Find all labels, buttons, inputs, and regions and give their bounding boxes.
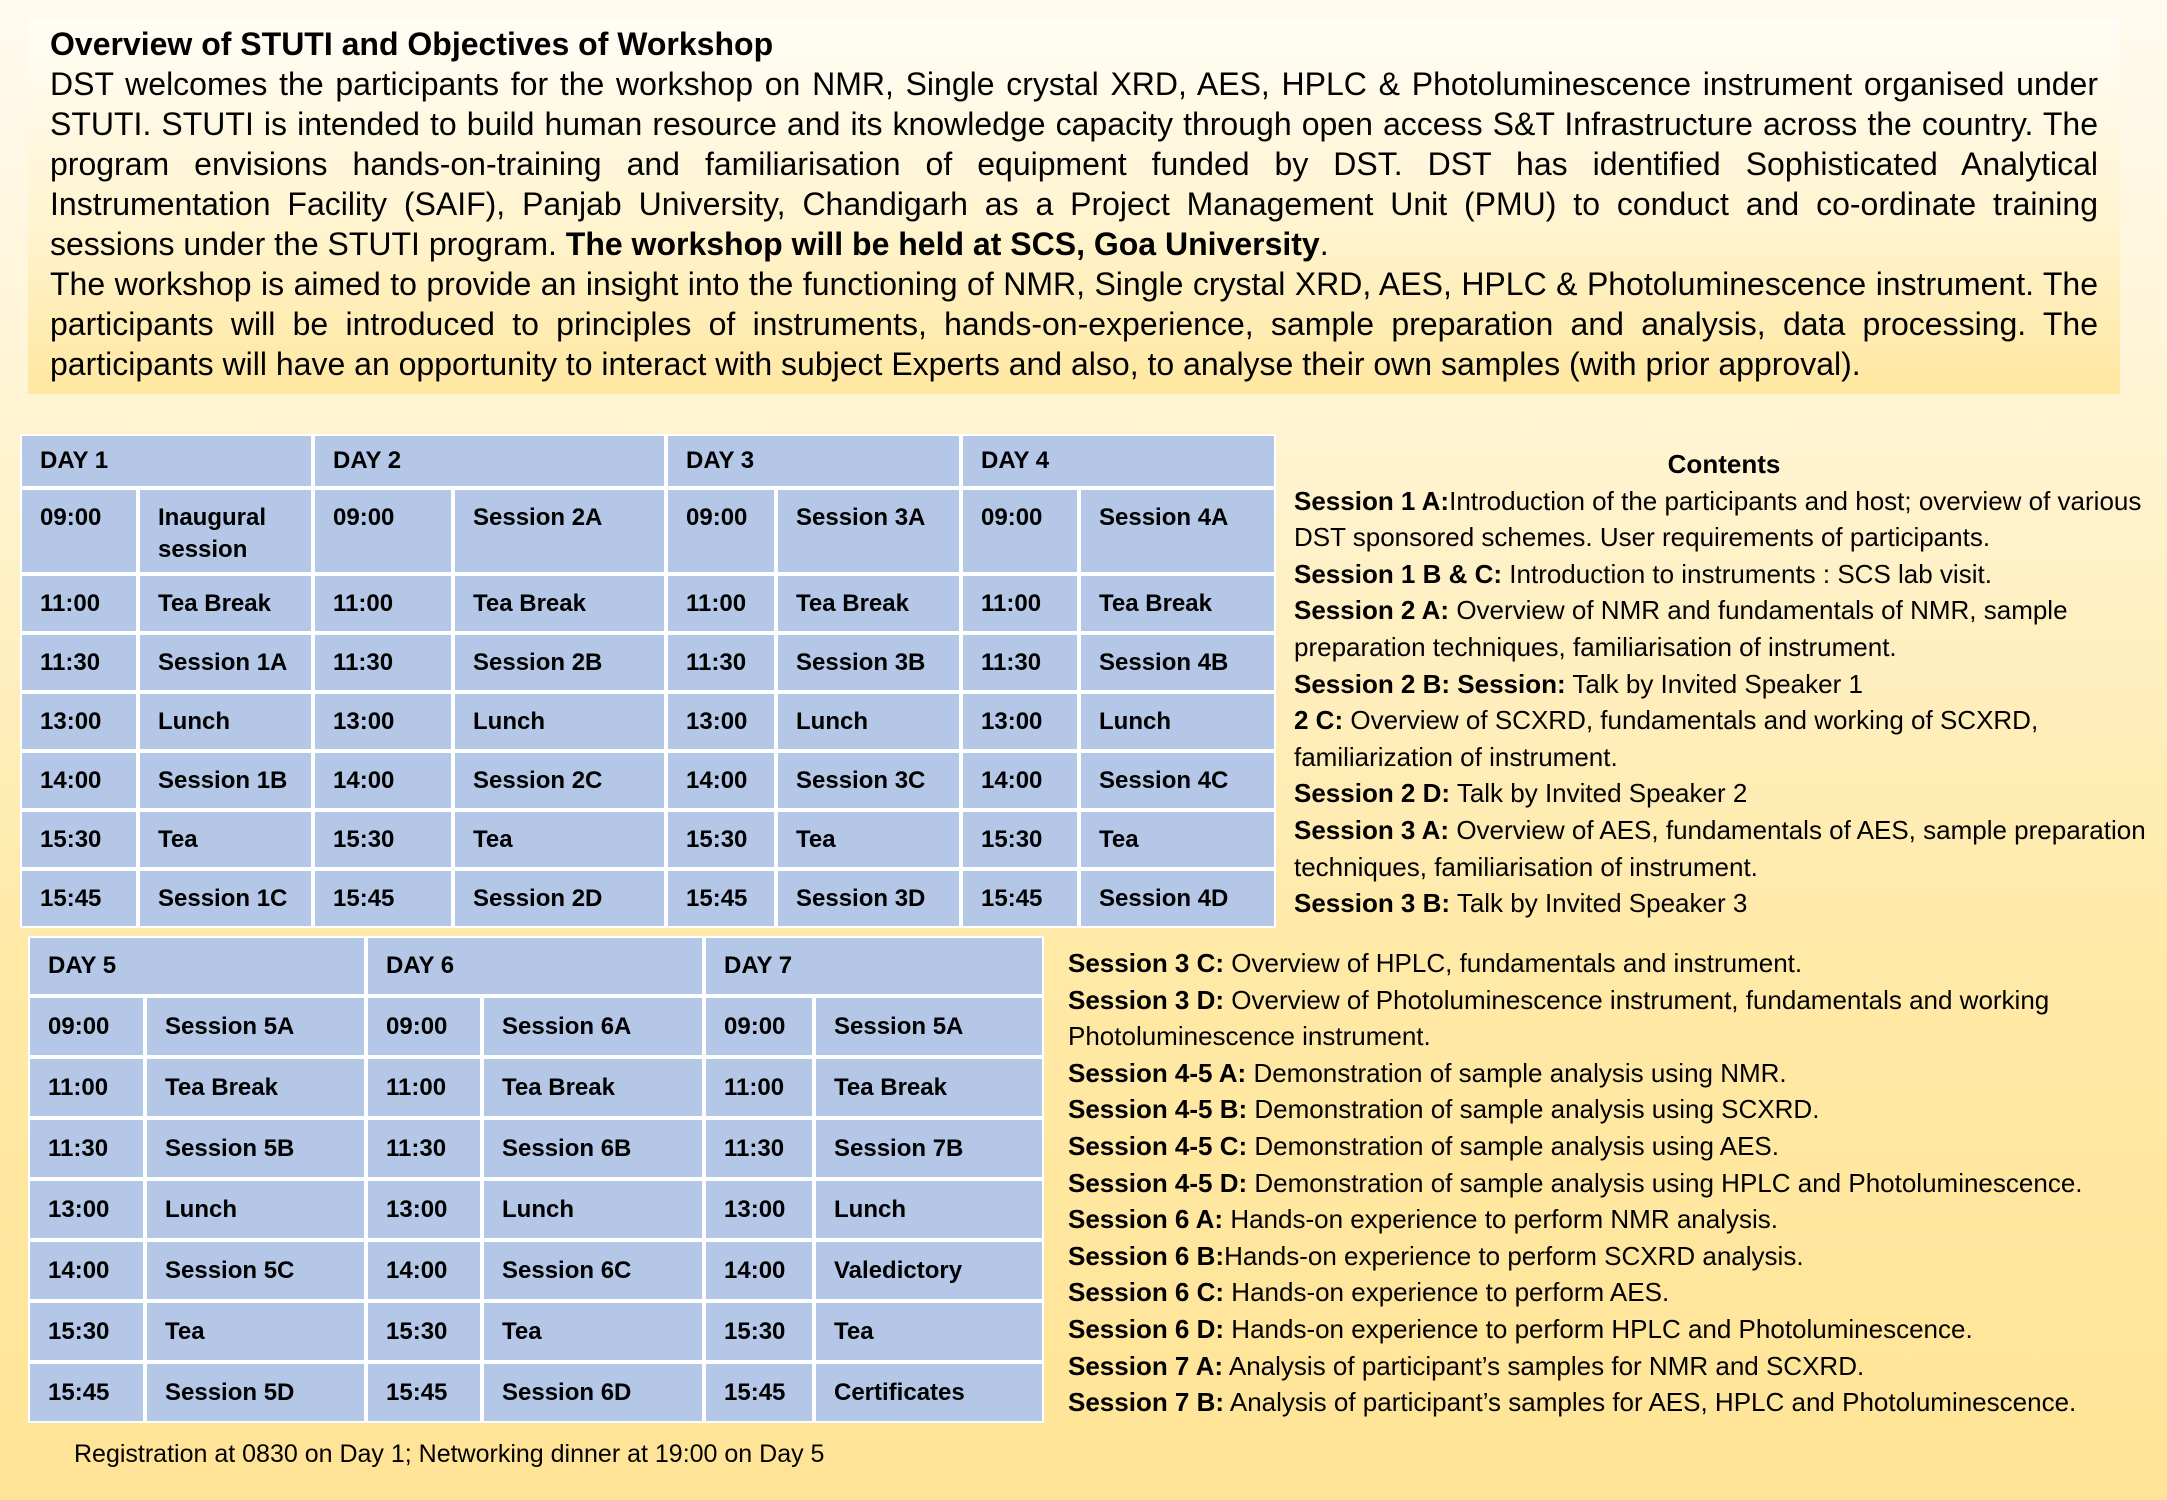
schedule-row: [28, 1240, 1044, 1301]
session-cell: Lunch: [1079, 692, 1276, 751]
session-cell: Tea Break: [138, 574, 313, 633]
contents-item-label: Session 1 A:: [1294, 485, 1450, 516]
time-cell: 15:30: [704, 1301, 814, 1362]
session-cell: Session 2D: [453, 869, 666, 928]
contents-item-label: Session 7 B:: [1068, 1387, 1225, 1418]
contents-item-label: Session 3 A:: [1294, 814, 1450, 845]
contents-title: Contents: [1667, 449, 1781, 479]
overview-venue: The workshop will be held at SCS, Goa University: [565, 226, 1320, 262]
contents-item: [1068, 1128, 2158, 1165]
schedule-row: [20, 692, 1276, 751]
contents-item: [1068, 945, 2158, 982]
time-cell: 09:00: [313, 488, 453, 574]
time-cell: 14:00: [961, 751, 1079, 810]
session-cell: Lunch: [453, 692, 666, 751]
schedule-row: [28, 996, 1044, 1057]
time-cell: 11:00: [666, 574, 776, 633]
contents-item: [1068, 982, 2158, 1055]
contents-item-text: Introduction to instruments : SCS lab visit.: [1502, 558, 1992, 589]
session-cell: Tea Break: [1079, 574, 1276, 633]
time-cell: 15:30: [666, 810, 776, 869]
schedule-row: [28, 1118, 1044, 1179]
time-cell: 13:00: [366, 1179, 482, 1240]
day-7-header: DAY 7: [704, 936, 1044, 996]
session-cell: Session 6C: [482, 1240, 704, 1301]
contents-item: [1294, 702, 2154, 775]
schedule-row: [28, 1057, 1044, 1118]
contents-item-text: Demonstration of sample analysis using SCXRD.: [1247, 1094, 1820, 1125]
time-cell: 15:30: [20, 810, 138, 869]
contents-item: [1068, 1201, 2158, 1238]
contents-item: [1294, 885, 2154, 922]
session-cell: Certificates: [814, 1362, 1044, 1423]
contents-item-label: Session 3 B:: [1294, 888, 1451, 919]
session-cell: Session 3A: [776, 488, 961, 574]
contents-item-label: Session 6 C:: [1068, 1277, 1225, 1308]
time-cell: 15:45: [28, 1362, 145, 1423]
session-cell: Session 6D: [482, 1362, 704, 1423]
session-cell: Session 4B: [1079, 633, 1276, 692]
time-cell: 15:30: [28, 1301, 145, 1362]
contents-item: [1294, 666, 2154, 703]
contents-item: [1068, 1091, 2158, 1128]
session-cell: Session 2A: [453, 488, 666, 574]
contents-item: [1294, 812, 2154, 885]
contents-item-text: Talk by Invited Speaker 3: [1450, 888, 1748, 919]
session-cell: Session 5B: [145, 1118, 366, 1179]
session-cell: Session 3C: [776, 751, 961, 810]
contents-item-text: Hands-on experience to perform NMR analysis.: [1223, 1204, 1778, 1235]
time-cell: 15:45: [704, 1362, 814, 1423]
schedule-row: [28, 1362, 1044, 1423]
session-cell: Lunch: [814, 1179, 1044, 1240]
time-cell: 15:45: [961, 869, 1079, 928]
contents-item-text: Talk by Invited Speaker 2: [1450, 778, 1748, 809]
time-cell: 09:00: [366, 996, 482, 1057]
overview-title: Overview of STUTI and Objectives of Workshop: [50, 26, 774, 62]
time-cell: 11:30: [313, 633, 453, 692]
session-cell: Session 6A: [482, 996, 704, 1057]
time-cell: 11:30: [28, 1118, 145, 1179]
session-cell: Tea Break: [776, 574, 961, 633]
overview-para1-end: .: [1319, 226, 1329, 262]
session-cell: Session 4C: [1079, 751, 1276, 810]
schedule-row: [20, 869, 1276, 928]
time-cell: 13:00: [313, 692, 453, 751]
contents-item-label: Session 4-5 A:: [1068, 1057, 1247, 1088]
session-cell: Session 6B: [482, 1118, 704, 1179]
time-cell: 09:00: [704, 996, 814, 1057]
contents-item: [1068, 1055, 2158, 1092]
session-cell: Session 2C: [453, 751, 666, 810]
contents-item-label: Session 6 B:: [1068, 1240, 1225, 1271]
time-cell: 09:00: [666, 488, 776, 574]
session-cell: Tea Break: [145, 1057, 366, 1118]
schedule-row: [20, 488, 1276, 574]
session-cell: Valedictory: [814, 1240, 1044, 1301]
session-cell: Tea: [145, 1301, 366, 1362]
contents-item: [1068, 1348, 2158, 1385]
session-cell: Session 5C: [145, 1240, 366, 1301]
time-cell: 13:00: [666, 692, 776, 751]
schedule-row: [28, 1179, 1044, 1240]
session-cell: Inaugural session: [138, 488, 313, 574]
day-5-header: DAY 5: [28, 936, 366, 996]
contents-item-text: Overview of AES, fundamentals of AES, sample preparation techniques, familiarisation of instrument.: [1294, 814, 2146, 882]
time-cell: 14:00: [20, 751, 138, 810]
contents-item-text: Talk by Invited Speaker 1: [1565, 668, 1863, 699]
contents-item-label: Session 4-5 D:: [1068, 1167, 1248, 1198]
contents-item-label: Session 3 D:: [1068, 984, 1225, 1015]
day-6-header: DAY 6: [366, 936, 704, 996]
time-cell: 13:00: [704, 1179, 814, 1240]
contents-item-label: Session 6 D:: [1068, 1313, 1225, 1344]
contents-item-text: Hands-on experience to perform SCXRD analysis.: [1224, 1240, 1804, 1271]
time-cell: 14:00: [704, 1240, 814, 1301]
contents-item-text: Overview of HPLC, fundamentals and instrument.: [1224, 948, 1803, 978]
session-cell: Lunch: [145, 1179, 366, 1240]
session-cell: Tea: [814, 1301, 1044, 1362]
session-cell: Session 4D: [1079, 869, 1276, 928]
time-cell: 11:30: [20, 633, 138, 692]
session-cell: Session 5A: [814, 996, 1044, 1057]
time-cell: 11:00: [704, 1057, 814, 1118]
session-cell: Lunch: [776, 692, 961, 751]
schedule-row: [28, 1301, 1044, 1362]
schedule-table-days-5-7: [28, 936, 1044, 1423]
contents-item: [1068, 1165, 2158, 1202]
session-cell: Session 7B: [814, 1118, 1044, 1179]
session-cell: Tea: [1079, 810, 1276, 869]
session-cell: Lunch: [138, 692, 313, 751]
time-cell: 11:30: [666, 633, 776, 692]
session-cell: Tea Break: [814, 1057, 1044, 1118]
contents-item-label: 2 C:: [1294, 705, 1344, 736]
session-cell: Session 3D: [776, 869, 961, 928]
day-2-header: DAY 2: [313, 434, 666, 488]
contents-item: [1294, 592, 2154, 665]
time-cell: 13:00: [28, 1179, 145, 1240]
registration-note: Registration at 0830 on Day 1; Networking dinner at 19:00 on Day 5: [74, 1440, 825, 1468]
overview-paragraph-1: [50, 64, 2098, 264]
contents-item: [1294, 775, 2154, 812]
time-cell: 13:00: [20, 692, 138, 751]
time-cell: 11:00: [28, 1057, 145, 1118]
contents-list-2: [1068, 945, 2158, 1421]
contents-item-text: Analysis of participant’s samples for AES, HPLC and Photoluminescence.: [1224, 1387, 2077, 1418]
session-cell: Session 4A: [1079, 488, 1276, 574]
contents-item-text: Overview of NMR and fundamentals of NMR, sample preparation techniques, familiarisation of instrument.: [1294, 595, 2068, 662]
schedule-row: [20, 574, 1276, 633]
contents-item-label: Session 6 A:: [1068, 1204, 1224, 1235]
contents-item-text: Demonstration of sample analysis using AES.: [1247, 1130, 1779, 1161]
time-cell: 14:00: [28, 1240, 145, 1301]
session-cell: Tea: [482, 1301, 704, 1362]
overview-panel: [28, 20, 2120, 394]
time-cell: 15:30: [366, 1301, 482, 1362]
time-cell: 13:00: [961, 692, 1079, 751]
session-cell: Session 5A: [145, 996, 366, 1057]
contents-item-text: Overview of Photoluminescence instrument, fundamentals and working Photoluminescence instrument.: [1068, 984, 2050, 1052]
day-4-header: DAY 4: [961, 434, 1276, 488]
session-cell: Tea: [776, 810, 961, 869]
session-cell: Session 2B: [453, 633, 666, 692]
contents-item-text: Hands-on experience to perform HPLC and Photoluminescence.: [1224, 1313, 1973, 1344]
contents-list-1: [1294, 446, 2154, 922]
contents-item-label: Session 4-5 C:: [1068, 1130, 1248, 1161]
day-3-header: DAY 3: [666, 434, 961, 488]
time-cell: 15:45: [366, 1362, 482, 1423]
session-cell: Tea Break: [482, 1057, 704, 1118]
contents-item-text: Overview of SCXRD, fundamentals and working of SCXRD, familiarization of instrument.: [1294, 705, 2039, 772]
session-cell: Session 1B: [138, 751, 313, 810]
schedule-row: [20, 751, 1276, 810]
contents-item: [1294, 483, 2154, 556]
contents-item-text: Demonstration of sample analysis using NMR.: [1246, 1057, 1787, 1088]
time-cell: 14:00: [313, 751, 453, 810]
session-cell: Session 5D: [145, 1362, 366, 1423]
overview-paragraph-2: The workshop is aimed to provide an insight into the functioning of NMR, Single crystal XRD, AES, HPLC & Photoluminescence instrument. The participants will be introduced to principles of instruments, hands-on-experience, sample preparation and analysis, data processing. The participants will have an opportunity to interact with subject Experts and also, to analyse their own samples (with prior approval).: [50, 266, 2098, 382]
schedule-row: [20, 633, 1276, 692]
time-cell: 11:30: [366, 1118, 482, 1179]
session-cell: Session 1C: [138, 869, 313, 928]
session-cell: Tea: [138, 810, 313, 869]
session-cell: Session 3B: [776, 633, 961, 692]
session-cell: Lunch: [482, 1179, 704, 1240]
contents-item-label: Session 1 B & C:: [1294, 558, 1503, 589]
time-cell: 11:00: [366, 1057, 482, 1118]
time-cell: 11:00: [20, 574, 138, 633]
contents-item-text: Demonstration of sample analysis using HPLC and Photoluminescence.: [1247, 1167, 2083, 1198]
day-1-header: DAY 1: [20, 434, 313, 488]
time-cell: 11:30: [704, 1118, 814, 1179]
session-cell: Tea Break: [453, 574, 666, 633]
contents-item: [1068, 1384, 2158, 1421]
time-cell: 14:00: [366, 1240, 482, 1301]
contents-item: [1068, 1238, 2158, 1275]
contents-item: [1068, 1274, 2158, 1311]
schedule-row: [20, 810, 1276, 869]
contents-item-label: Session 2 B: Session:: [1294, 668, 1566, 699]
time-cell: 15:30: [313, 810, 453, 869]
time-cell: 15:45: [20, 869, 138, 928]
time-cell: 15:45: [666, 869, 776, 928]
time-cell: 09:00: [28, 996, 145, 1057]
time-cell: 14:00: [666, 751, 776, 810]
time-cell: 15:45: [313, 869, 453, 928]
overview-para1-text: DST welcomes the participants for the workshop on NMR, Single crystal XRD, AES, HPLC & Photoluminescence instrument organised under STUTI. STUTI is intended to build human resource and its knowledge capacity through open access S&T Infrastructure across the country. The program envisions hands-on-training and familiarisation of equipment funded by DST. DST has identified Sophisticated Analytical Instrumentation Facility (SAIF), Panjab University, Chandigarh as a Project Management Unit (PMU) to conduct and co-ordinate training sessions under the STUTI program.: [50, 66, 2098, 262]
time-cell: 09:00: [20, 488, 138, 574]
time-cell: 11:00: [961, 574, 1079, 633]
contents-item-text: Hands-on experience to perform AES.: [1224, 1277, 1670, 1308]
time-cell: 11:30: [961, 633, 1079, 692]
contents-item-text: Introduction of the participants and host; overview of various DST sponsored schemes. User requirements of participants.: [1294, 485, 2142, 553]
contents-item-label: Session 7 A:: [1068, 1350, 1224, 1381]
time-cell: 09:00: [961, 488, 1079, 574]
contents-item: [1068, 1311, 2158, 1348]
schedule-table-days-1-4: [20, 434, 1276, 928]
contents-item-text: Analysis of participant’s samples for NMR and SCXRD.: [1223, 1350, 1865, 1381]
contents-item-label: Session 2 D:: [1294, 778, 1451, 809]
contents-item: [1294, 556, 2154, 593]
session-cell: Session 1A: [138, 633, 313, 692]
contents-item-label: Session 4-5 B:: [1068, 1094, 1248, 1125]
session-cell: Tea: [453, 810, 666, 869]
contents-item-label: Session 2 A:: [1294, 595, 1450, 626]
time-cell: 11:00: [313, 574, 453, 633]
time-cell: 15:30: [961, 810, 1079, 869]
contents-item-label: Session 3 C:: [1068, 948, 1225, 978]
